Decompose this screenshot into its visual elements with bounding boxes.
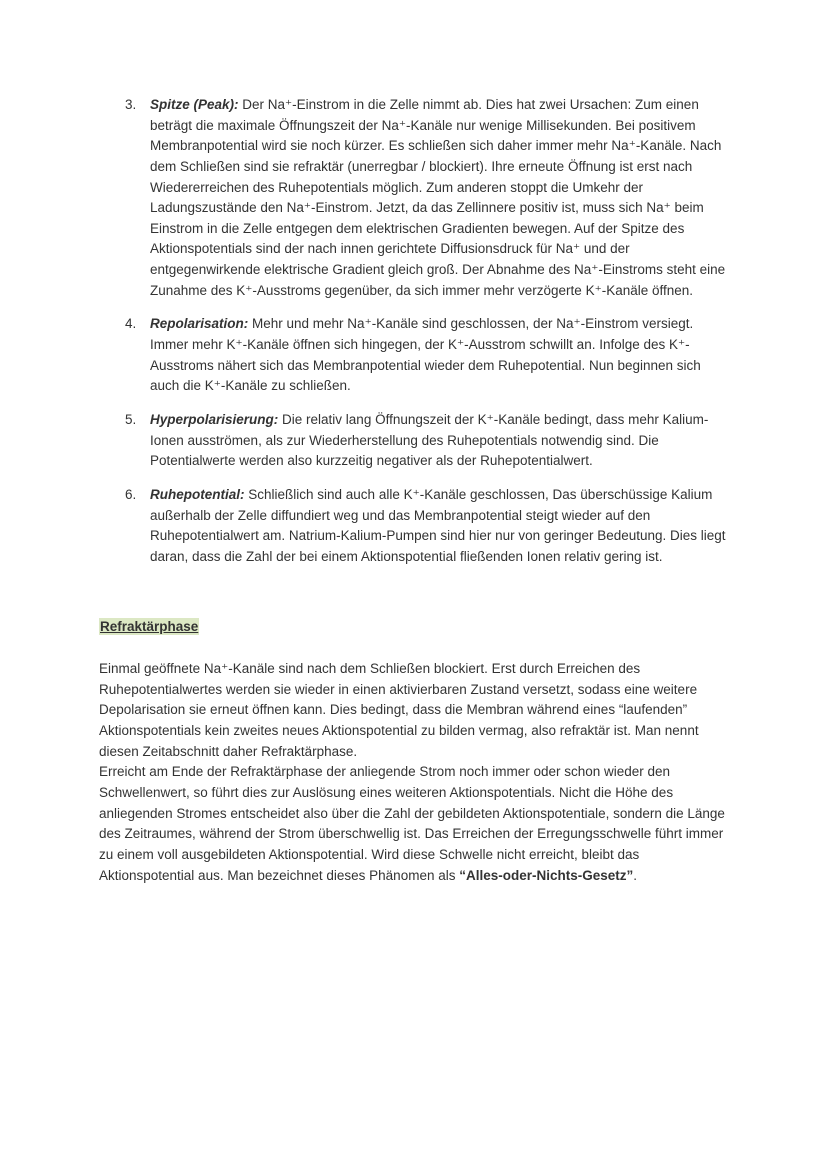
list-item-body: Schließlich sind auch alle K⁺-Kanäle geschlossen, Das überschüssige Kalium außerhalb der Zelle diffundiert weg und das Membranpotential steigt wieder auf den Ruhepotentialwert am. Natrium-Kalium-Pumpen sind hier nur von geringer Bedeutung. Dies liegt daran, dass die Zahl der bei einem Aktionspotential fließenden Ionen relativ gering ist. [150, 486, 726, 564]
list-item-label: Hyperpolarisierung: [150, 411, 279, 427]
list-item-text [150, 485, 731, 568]
list-item-text [150, 410, 731, 472]
list-item-4-repolarisation [125, 314, 731, 397]
list-item-number: 6. [125, 486, 137, 502]
list-item-label: Spitze (Peak): [150, 97, 239, 112]
list-item-number: 3. [125, 97, 137, 112]
paragraph-refraktaerphase-1: Einmal geöffnete Na⁺-Kanäle sind nach dem Schließen blockiert. Erst durch Erreichen des Ruhepotentialwertes werden sie wieder in einen aktivierbaren Zustand versetzt, sodass eine weitere Depolarisation sie erneut öffnen kann. Dies bedingt, dass die Membran während eines “laufenden” Aktionspotentials kein zweites neues Aktionspotential zu bilden vermag, also refraktär ist. Man nennt diesen Zeitabschnitt daher Refraktärphase. [99, 661, 699, 759]
highlighted-heading-text: Refraktärphase [100, 619, 199, 635]
paragraph-text: Erreicht am Ende der Refraktärphase der anliegende Strom noch immer oder schon wieder den Schwellenwert, so führt dies zur Auslösung eines weiteren Aktionspotentials. Nicht die Höhe des anliegenden Stromes entscheidet also über die Zahl der gebildeten Aktionspotentiale, sondern die Länge des Zeitraumes, während der Strom überschwellig ist. Das Erreichen der Erregungsschwelle führt immer zu einem voll ausgebildeten Aktionspotential. Wird diese Schwelle nicht erreicht, bleibt das Aktionspotential aus. Man bezeichnet dieses Phänomen als [99, 764, 725, 883]
list-item-label: Ruhepotential: [150, 486, 245, 502]
paragraph-refraktaerphase-2 [99, 762, 731, 886]
list-item-body: Mehr und mehr Na⁺-Kanäle sind geschlossen, der Na⁺-Einstrom versiegt. Immer mehr K⁺-Kanäle öffnen sich hingegen, der K⁺-Ausstrom schwillt an. Infolge des K⁺-Ausstroms nähert sich das Membranpotential wieder dem Ruhepotential. Nun beginnen sich auch die K⁺-Kanäle zu schließen. [150, 316, 701, 394]
list-item-number: 5. [125, 411, 137, 427]
list-item-body: Der Na⁺-Einstrom in die Zelle nimmt ab. Dies hat zwei Ursachen: Zum einen beträgt die maximale Öffnungszeit der Na⁺-Kanäle nur wenige Millisekunden. Bei positivem Membranpotential wird sie noch kürzer. Es schließen sich daher immer mehr Na⁺-Kanäle. Nach dem Schließen sind sie refraktär (unerregbar / blockiert). Ihre erneute Öffnung ist erst nach Wiedererreichen des Ruhepotentials möglich. Zum anderen stoppt die Umkehr der Ladungszustände den Na⁺-Einstrom. Jetzt, da das Zellinnere positiv ist, muss sich Na⁺ beim Einstrom in die Zelle entgegen dem elektrischen Gradienten bewegen. Auf der Spitze des Aktionspotentials sind der nach innen gerichtete Diffusionsdruck für Na⁺ und der entgegenwirkende elektrische Gradient gleich groß. Der Abnahme des Na⁺-Einstroms steht eine Zunahme des K⁺-Ausstroms gegenüber, da sich immer mehr verzögerte K⁺-Kanäle öffnen. [150, 97, 726, 298]
numbered-list [99, 95, 731, 567]
list-item-number: 4. [125, 316, 137, 332]
list-item-label: Repolarisation: [150, 316, 249, 332]
paragraph-tail: . [633, 867, 638, 883]
section-heading-refraktaerphase [99, 617, 731, 638]
list-item-3-spitze-peak [125, 95, 731, 301]
list-item-text [150, 95, 731, 301]
list-item-body: Die relativ lang Öffnungszeit der K⁺-Kanäle bedingt, dass mehr Kalium-Ionen ausströmen, als zur Wiederherstellung des Ruhepotentials notwendig sind. Die Potentialwerte werden also kurzzeitig negativer als der Ruhepotentialwert. [150, 411, 709, 469]
alles-oder-nichts-gesetz-bold: “Alles-oder-Nichts-Gesetz” [459, 867, 634, 883]
list-item-5-hyperpolarisierung [125, 410, 731, 472]
list-item-6-ruhepotential [125, 485, 731, 568]
list-item-text [150, 314, 731, 397]
